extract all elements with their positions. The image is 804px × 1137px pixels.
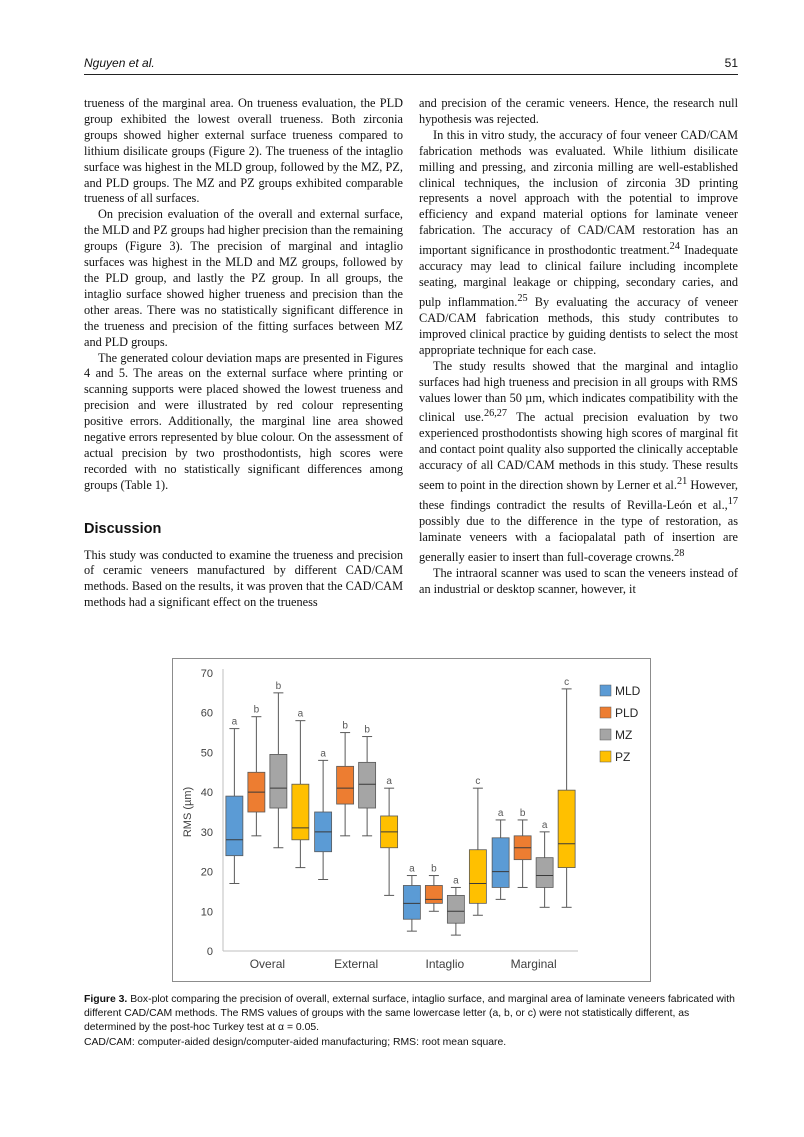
legend-swatch-pz bbox=[600, 751, 611, 762]
box-mz bbox=[359, 762, 376, 808]
box-pz bbox=[469, 850, 486, 904]
text-run: Inadequate accuracy may lead to clinical failure including incomplete seating, marginal leakage or chipping, secondary caries, and pulp inflammation. bbox=[419, 243, 739, 310]
significance-letter: b bbox=[364, 724, 370, 736]
y-tick-label: 70 bbox=[200, 668, 213, 680]
body-paragraph: The generated colour deviation maps are presented in Figures 4 and 5. The areas on the external surface where printing or scanning supports were placed showed the lowest trueness and precision and were illustrated by red colour representing positive errors. Additionally, the marginal line area showed negative errors represented by blue colour. On the assessment of actual precision by two prosthodontists, high scores were recorded with no statistically significant differences among groups (Table 1). bbox=[84, 350, 403, 492]
text-run: However, these findings contradict the results of Revilla-León et al., bbox=[419, 478, 738, 513]
significance-letter: b bbox=[253, 704, 260, 716]
y-tick-label: 0 bbox=[206, 946, 213, 958]
citation: 24 bbox=[669, 241, 680, 253]
legend-label: PZ bbox=[615, 750, 631, 764]
significance-letter: b bbox=[342, 720, 348, 732]
body-paragraph: trueness of the marginal area. On trueness evaluation, the PLD group exhibited the lowest overall trueness. Both zirconia groups showed higher external surface trueness compared to lithium disilicate groups (Figure 2). The trueness of the intaglio surface was highest in the MLD group, followed by the MZ, PZ, and PLD groups. The MZ and PZ groups exhibited comparable trueness of all surfaces. bbox=[84, 96, 403, 206]
significance-letter: b bbox=[275, 680, 282, 692]
body-paragraph: and precision of the ceramic veneers. Hence, the research null hypothesis was rejected. bbox=[419, 96, 738, 126]
y-tick-label: 40 bbox=[200, 787, 213, 800]
significance-letter: a bbox=[497, 807, 504, 819]
body-paragraph bbox=[419, 359, 738, 566]
running-header bbox=[84, 56, 738, 76]
citation: 25 bbox=[517, 292, 528, 304]
significance-letter: a bbox=[453, 875, 459, 887]
body-paragraph: This study was conducted to examine the trueness and precision of ceramic veneers manufactured by different CAD/CAM methods. Based on the results, it was proven that the CAD/CAM methods had a significant effect on the trueness bbox=[84, 547, 403, 610]
y-tick-label: 60 bbox=[200, 707, 213, 720]
legend-swatch-pld bbox=[600, 707, 611, 718]
y-tick-label: 20 bbox=[200, 866, 213, 879]
significance-letter: b bbox=[519, 807, 526, 819]
x-category-label: External bbox=[334, 957, 379, 971]
significance-letter: b bbox=[431, 863, 437, 875]
legend-swatch-mld bbox=[600, 685, 611, 696]
section-heading-discussion: Discussion bbox=[84, 520, 162, 537]
significance-letter: a bbox=[231, 716, 238, 728]
x-category-label: Marginal bbox=[510, 957, 557, 971]
left-column bbox=[84, 96, 403, 611]
significance-letter: a bbox=[320, 748, 326, 760]
body-paragraph: On precision evaluation of the overall and external surface, the MLD and PZ groups had higher precision than the remaining groups (Figure 3). The precision of marginal and intaglio surfaces was highest in the MLD and MZ groups, followed by the PLD group, and lastly the PZ group. In all groups, the intaglio surface showed higher trueness and precision than the other areas. There was no statistically significant difference in the trueness and precision of the fitting surfaces between MZ and PLD groups. bbox=[84, 207, 403, 349]
legend-label: PLD bbox=[615, 706, 639, 720]
caption-label: Figure 3. bbox=[84, 994, 128, 1005]
header-rule bbox=[84, 74, 738, 75]
box-mz bbox=[447, 895, 464, 923]
box-plot-chart bbox=[173, 659, 650, 981]
box-mld bbox=[403, 885, 420, 919]
significance-letter: c bbox=[475, 776, 481, 788]
box-pz bbox=[292, 784, 309, 840]
text-run: In this in vitro study, the accuracy of four veneer CAD/CAM fabrication methods was evaluated. While lithium disilicate milling and pressing, and zirconia milling are well-established clinical techniques, the inclusion of zirconia 3D printing represents a novel approach with the potential to improve efficiency and expand material options for laminate veneer fabrication. The accuracy of CAD/CAM restoration has an important significance in prosthodontic treatment. bbox=[419, 127, 738, 258]
box-mld bbox=[492, 838, 509, 888]
text-run: possibly due to the difference in the type of restoration, as laminate veneers with a faciopalatal path of insertion are generally easier to insert than full-coverage crowns. bbox=[419, 514, 738, 565]
box-mz bbox=[270, 754, 287, 808]
box-pz bbox=[558, 790, 575, 867]
body-paragraph: The intraoral scanner was used to scan the veneers instead of an industrial or desktop scanner, however, it bbox=[419, 565, 738, 596]
box-pld bbox=[425, 885, 442, 903]
significance-letter: c bbox=[564, 676, 570, 688]
x-category-label: Overal bbox=[249, 957, 286, 971]
figure-caption bbox=[84, 993, 738, 1050]
significance-letter: a bbox=[409, 863, 415, 875]
caption-text: Box-plot comparing the precision of overall, external surface, intaglio surface, and marginal area of laminate veneers fabricated with different CAD/CAM methods. The RMS values of groups with the same lowercase letter (a, b, or c) were not statistically different, as determined by the post-hoc Turkey test at α = 0.05. bbox=[84, 994, 735, 1034]
citation: 21 bbox=[676, 476, 688, 488]
box-pld bbox=[337, 766, 354, 804]
y-tick-label: 50 bbox=[200, 747, 213, 760]
text-run: The actual precision evaluation by two experienced prosthodontists showing high scores of marginal fit and contact point quality also supported the clinically acceptable accuracy of all CAD/CAM methods in this study. These results seem to point in the direction shown by Lerner et al. bbox=[419, 410, 739, 493]
running-header-author: Nguyen et al. bbox=[84, 56, 155, 70]
body-paragraph bbox=[419, 128, 738, 359]
x-category-label: Intaglio bbox=[425, 957, 465, 971]
right-column bbox=[419, 96, 738, 598]
legend-swatch-mz bbox=[600, 729, 611, 740]
significance-letter: a bbox=[541, 819, 548, 831]
legend-label: MZ bbox=[615, 728, 633, 742]
box-mld bbox=[226, 796, 243, 856]
citation: 17 bbox=[727, 496, 738, 508]
y-tick-label: 10 bbox=[200, 906, 213, 919]
significance-letter: a bbox=[386, 776, 392, 788]
y-axis-label: RMS (µm) bbox=[182, 786, 194, 838]
text-run: The study results showed that the marginal and intaglio surfaces had high trueness and precision in all groups with RMS values lower than 50 µm, which indicates compatibility with the clinical use. bbox=[419, 358, 738, 425]
citation: 26,27 bbox=[483, 408, 508, 420]
page-number: 51 bbox=[724, 56, 738, 70]
text-run: By evaluating the accuracy of veneer CAD/CAM fabrication methods, this study contributes to improved clinical practice by guiding dentists to select the most appropriate technique for each case. bbox=[419, 295, 738, 357]
y-tick-label: 30 bbox=[200, 826, 213, 839]
significance-letter: a bbox=[297, 708, 304, 720]
citation: 28 bbox=[674, 547, 685, 559]
legend-label: MLD bbox=[615, 684, 641, 698]
caption-abbreviations: CAD/CAM: computer-aided design/computer-aided manufacturing; RMS: root mean square. bbox=[84, 1036, 507, 1048]
figure-3-box-plot bbox=[172, 658, 651, 982]
box-mz bbox=[536, 858, 553, 888]
